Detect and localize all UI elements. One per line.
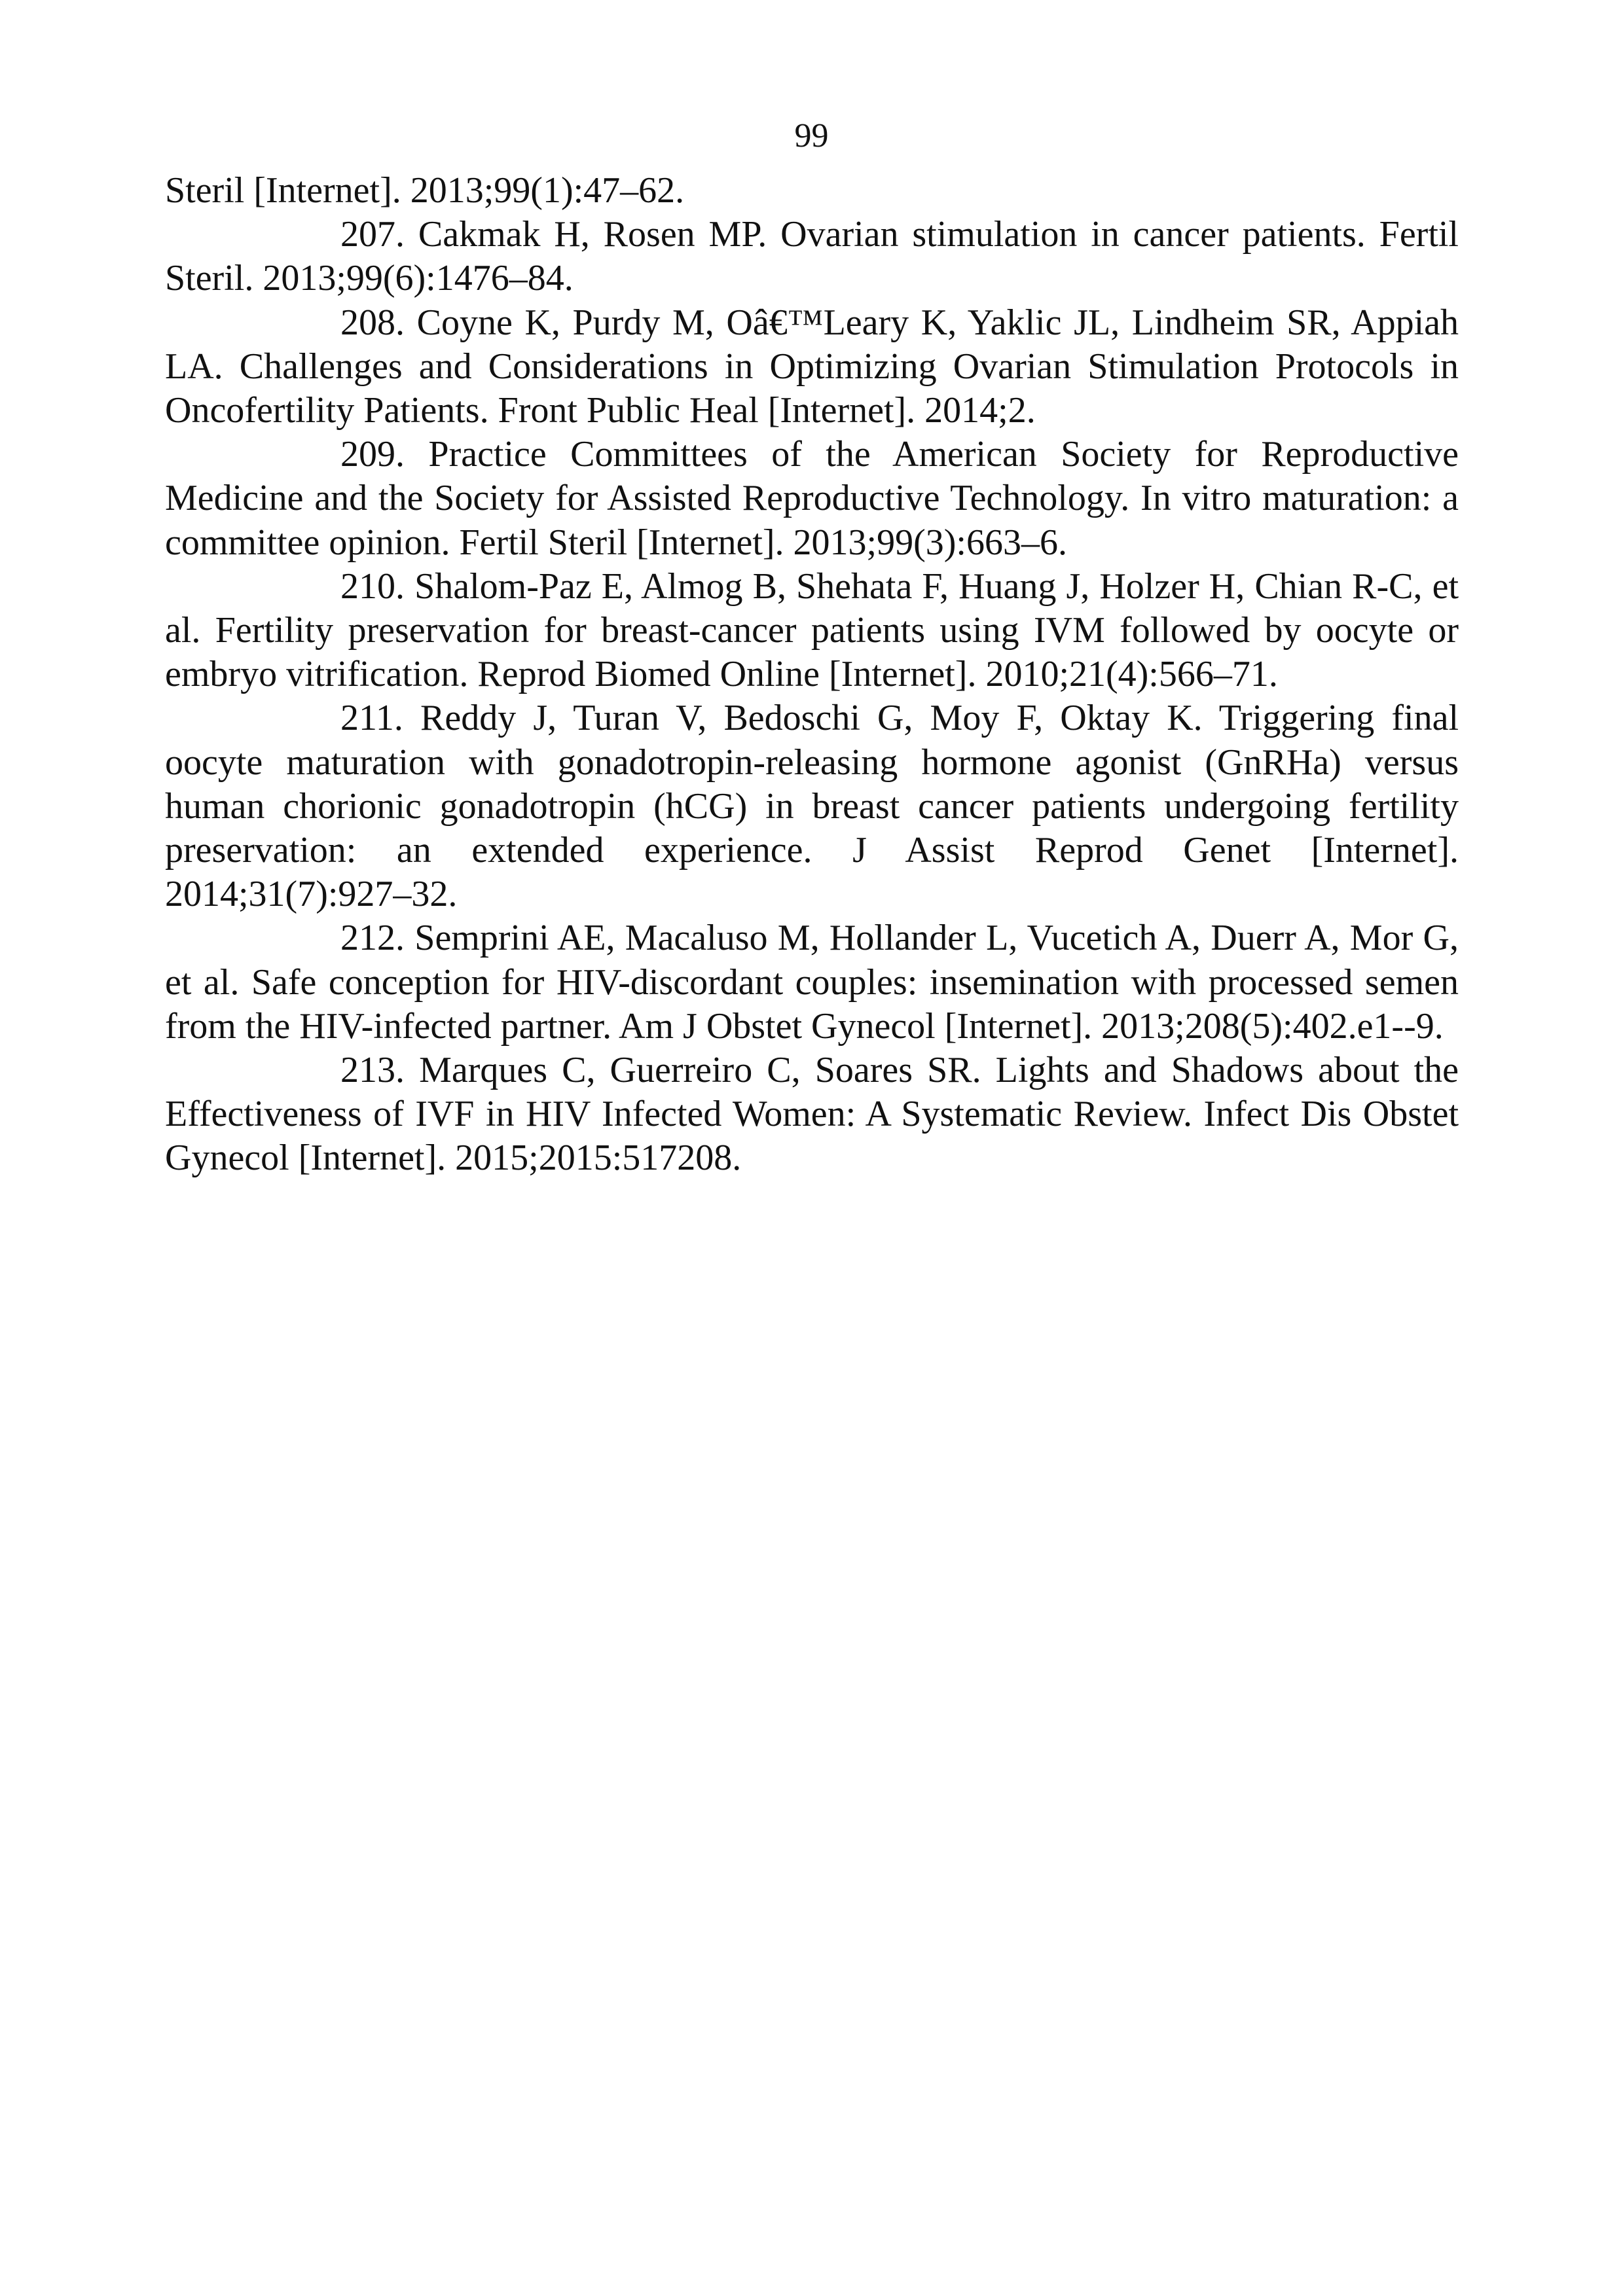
- reference-number: 213.: [340, 1050, 405, 1091]
- reference-text: Coyne K, Purdy M, Oâ€™Leary K, Yaklic JL, Lindheim SR, Appiah LA. Challenges and Considerations in Optimizing Ovarian Stimulation Protocols in Oncofertility Patients. Front Public Heal [Internet]. 2014;2.: [165, 302, 1459, 431]
- reference-text: Shalom-Paz E, Almog B, Shehata F, Huang J, Holzer H, Chian R-C, et al. Fertility preservation for breast-cancer patients using IVM followed by oocyte or embryo vitrification. Reprod Biomed Online [Internet]. 2010;21(4):566–71.: [165, 565, 1459, 695]
- reference-continuation: [165, 169, 1459, 213]
- reference-item-207: [165, 213, 1459, 300]
- page-number: 99: [794, 117, 829, 154]
- reference-number: 210.: [340, 565, 405, 607]
- reference-text: Semprini AE, Macaluso M, Hollander L, Vucetich A, Duerr A, Mor G, et al. Safe conception for HIV-discordant couples: insemination with processed semen from the HIV-infected partner. Am J Obstet Gynecol [Internet]. 2013;208(5):402.e1--9.: [165, 918, 1459, 1047]
- reference-item-212: [165, 916, 1459, 1049]
- reference-item-209: [165, 433, 1459, 565]
- reference-text: Cakmak H, Rosen MP. Ovarian stimulation in cancer patients. Fertil Steril. 2013;99(6):1476–84.: [165, 214, 1459, 299]
- reference-number: 207.: [340, 214, 405, 255]
- reference-item-213: [165, 1049, 1459, 1181]
- reference-text: Practice Committees of the American Society for Reproductive Medicine and the Society for Assisted Reproductive Technology. In vitro maturation: a committee opinion. Fertil Steril [Internet]. 2013;99(3):663–6.: [165, 434, 1459, 563]
- reference-item-208: [165, 301, 1459, 433]
- reference-number: 208.: [340, 302, 405, 343]
- reference-number: 209.: [340, 434, 405, 475]
- reference-text: Steril [Internet]. 2013;99(1):47–62.: [165, 170, 685, 211]
- reference-text: Marques C, Guerreiro C, Soares SR. Lights and Shadows about the Effectiveness of IVF in HIV Infected Women: A Systematic Review. Infect Dis Obstet Gynecol [Internet]. 2015;2015:517208.: [165, 1050, 1459, 1179]
- reference-item-210: [165, 565, 1459, 697]
- reference-item-211: [165, 696, 1459, 916]
- reference-number: 211.: [340, 698, 403, 739]
- reference-number: 212.: [340, 918, 405, 959]
- reference-list: [165, 169, 1459, 1181]
- reference-text: Reddy J, Turan V, Bedoschi G, Moy F, Oktay K. Triggering final oocyte maturation with gonadotropin-releasing hormone agonist (GnRHa) versus human chorionic gonadotropin (hCG) in breast cancer patients undergoing fertility preservation: an extended experience. J Assist Reprod Genet [Internet]. 2014;31(7):927–32.: [165, 698, 1459, 915]
